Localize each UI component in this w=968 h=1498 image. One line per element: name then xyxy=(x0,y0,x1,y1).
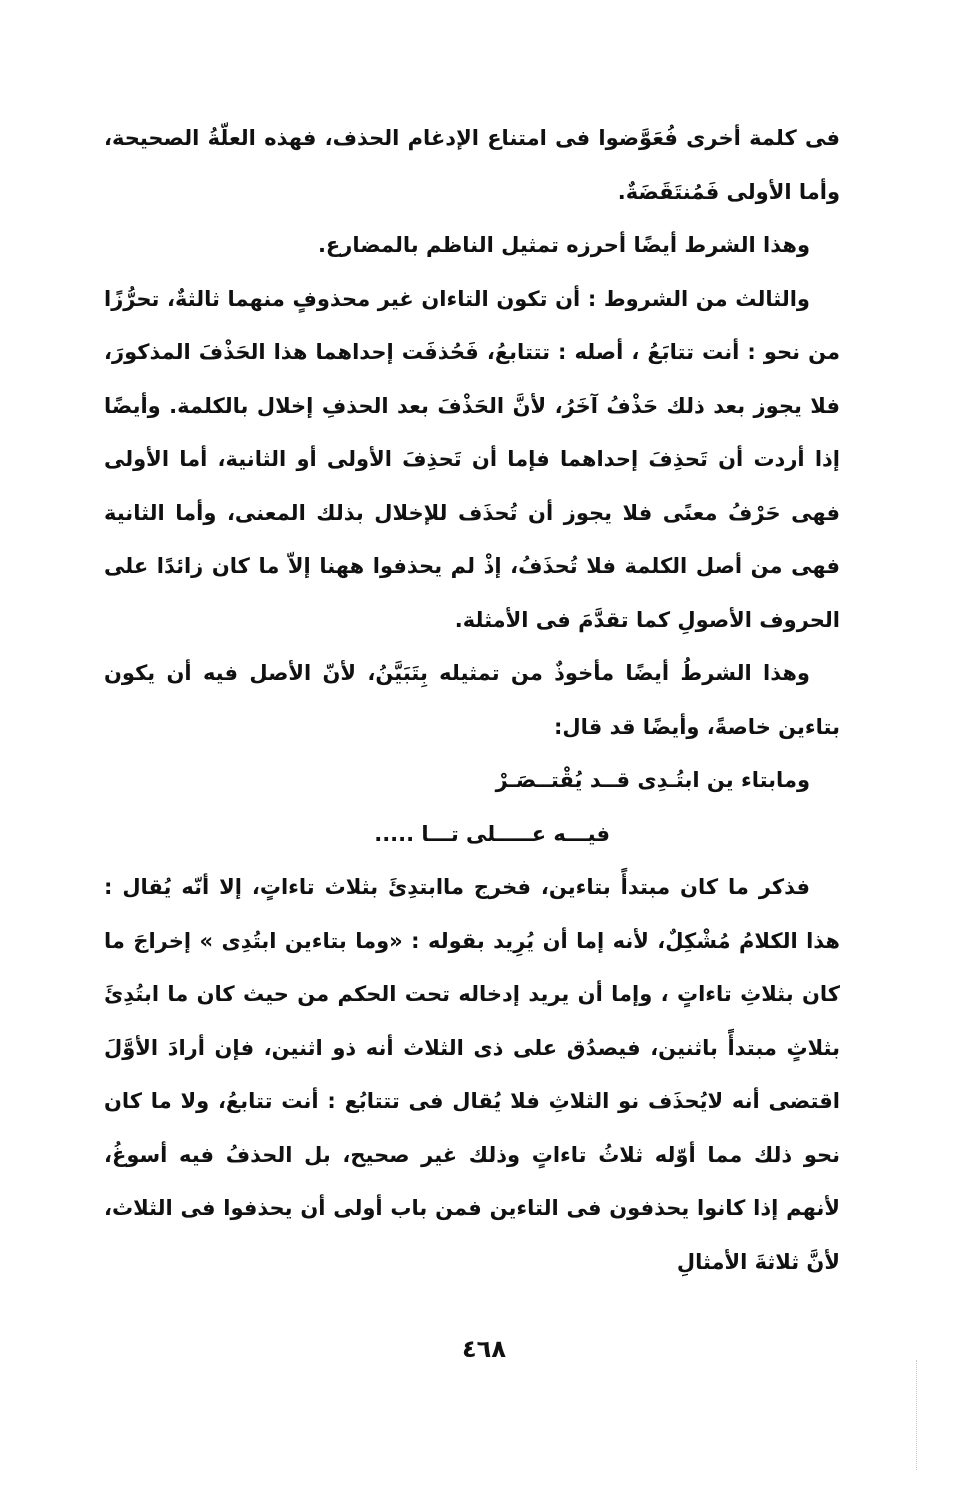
paragraph-discussion: فذكر ما كان مبتدأً بتاءين، فخرج ماابتدِئَ بثلاث تاءاتٍ، إلا أنّه يُقال : هذا الكلامُ مُشْكِلٌ، لأنه إما أن يُرِيد بقوله : «وما بتاءين ابتُدِى » إخراجَ ما كان بثلاثِ تاءاتٍ ، وإما أن يريد إدخاله تحت الحكم من حيث كان ما ابتُدِئَ بثلاثٍ مبتدأً باثنين، فيصدُق على ذى الثلاث أنه ذو اثنين، فإن أرادَ الأوَّلَ اقتضى أنه لايُحذَف نو الثلاثِ فلا يُقال فى تتتابُع : أنت تتابعُ، ولا ما كان نحو ذلك مما أوّله ثلاثُ تاءاتٍ وذلك غير صحيح، بل الحذفُ فيه أسوغُ، لأنهم إذا كانوا يحذفون فى التاءين فمن باب أولى أن يحذفوا فى الثلاث، لأنَّ ثلاثةَ الأمثالِ xyxy=(104,875,840,1274)
page-number: ٤٦٨ xyxy=(462,1335,506,1363)
paragraph-present-tense-condition: وهذا الشرط أيضًا أحرزه تمثيل الناظم بالمضارع. xyxy=(317,233,810,257)
verse-line-1: ومابتاء ين ابتُـدِى قــد يُقْتــصَـرْ xyxy=(495,768,810,792)
verse-line-2: فيـــه عـــــلى تـــا ..... xyxy=(374,821,610,846)
paragraph-tabayyan-condition: وهذا الشرطُ أيضًا مأخوذٌ من تمثيله بِتَبَيَّنُ، لأنّ الأصل فيه أن يكون بتاءين خاصةً، وأيضًا قد قال: xyxy=(104,661,840,739)
paragraph-third-condition: والثالث من الشروط : أن تكون التاءان غير محذوفٍ منهما ثالثةٌ، تحرُّزًا من نحو : أنت تتابَعُ ، أصله : تتتابعُ، فَحُذفَت إحداهما هذا الحَذْفَ المذكورَ، فلا يجوز بعد ذلك حَذْفُ آخَرُ، لأنَّ الحَذْفَ بعد الحذفِ إخلال بالكلمة. وأيضًا إذا أردت أن تَحذِفَ إحداهما فإما أن تَحذِفَ الأولى أو الثانية، أما الأولى فهى حَرْفُ معنًى فلا يجوز أن تُحذَف للإخلال بذلك المعنى، وأما الثانية فهى من أصل الكلمة فلا تُحذَفُ، إذْ لم يحذفوا ههنا إلاّ ما كان زائدًا على الحروف الأصولِ كما تقدَّمَ فى الأمثلة. xyxy=(104,286,840,632)
paragraph-continuation: فى كلمة أخرى فُعَوَّضوا فى امتناع الإدغام الحذف، فهذه العلّةُ الصحيحة، وأما الأولى فَمُنتَقَضَةٌ. xyxy=(104,126,840,204)
scan-margin-mark xyxy=(916,1360,919,1470)
body-text xyxy=(104,112,840,1289)
